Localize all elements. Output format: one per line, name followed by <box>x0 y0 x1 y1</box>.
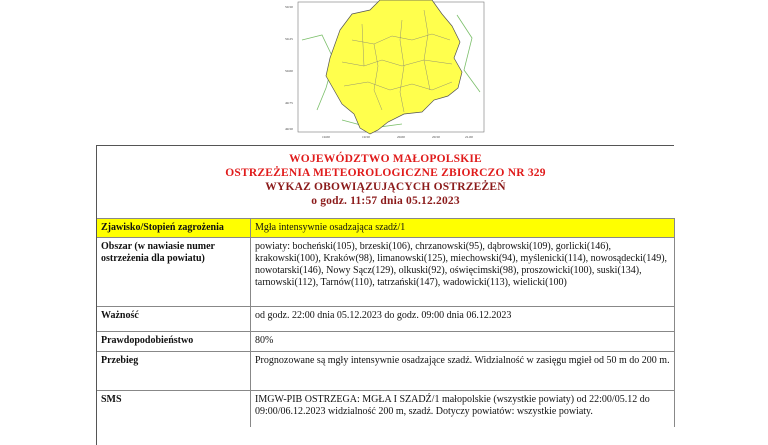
row-validity <box>97 307 675 332</box>
axis-left-label: 50.00 <box>285 69 293 73</box>
phenomenon-value: Mgła intensywnie osadzająca szadź/1 <box>251 219 675 238</box>
course-value: Prognozowane są mgły intensywnie osadzające szadź. Widzialność w zasięgu mgieł od 50 m do 200 m. <box>251 352 675 391</box>
malopolska-map-svg <box>282 0 487 140</box>
row-course <box>97 352 675 391</box>
validity-value: od godz. 22:00 dnia 05.12.2023 do godz. 09:00 dnia 06.12.2023 <box>251 307 675 332</box>
axis-left-label: 49.50 <box>285 127 293 131</box>
axis-left-label: 50.50 <box>285 5 293 9</box>
probability-label: Prawdopodobieństwo <box>97 332 251 352</box>
axis-bottom-label: 19.50 <box>362 135 370 139</box>
axis-bottom-label: 20.00 <box>397 135 405 139</box>
row-area <box>97 238 675 307</box>
area-label: Obszar (w nawiasie numer ostrzeżenia dla powiatu) <box>97 238 251 307</box>
axis-left-label: 50.25 <box>285 37 293 41</box>
header-region: WOJEWÓDZTWO MAŁOPOLSKIE <box>289 153 482 165</box>
course-label: Przebieg <box>97 352 251 391</box>
phenomenon-label: Zjawisko/Stopień zagrożenia <box>97 219 251 238</box>
axis-bottom-label: 21.00 <box>465 135 473 139</box>
axis-bottom-label: 19.00 <box>322 135 330 139</box>
probability-value: 80% <box>251 332 675 352</box>
validity-label: Ważność <box>97 307 251 332</box>
warning-header <box>97 146 674 218</box>
warning-table <box>97 218 675 427</box>
region-map <box>282 0 487 140</box>
warning-card <box>96 145 674 445</box>
sms-label: SMS <box>97 391 251 428</box>
header-warning-number: OSTRZEŻENIA METEOROLOGICZNE ZBIORCZO NR 329 <box>225 167 546 179</box>
sms-value: IMGW-PIB OSTRZEGA: MGŁA I SZADŹ/1 małopolskie (wszystkie powiaty) od 22:00/05.12 do 09:00/06.12.2023 widzialność 200 m, szadź. Dotyczy powiatów: wszystkie powiaty. <box>251 391 675 428</box>
row-phenomenon <box>97 219 675 238</box>
axis-bottom-label: 20.50 <box>432 135 440 139</box>
header-timestamp: o godz. 11:57 dnia 05.12.2023 <box>311 195 460 207</box>
header-list-title: WYKAZ OBOWIĄZUJĄCYCH OSTRZEŻEŃ <box>265 181 506 193</box>
area-value: powiaty: bocheński(105), brzeski(106), chrzanowski(95), dąbrowski(109), gorlicki(146), krakowski(100), Kraków(98), limanowski(125), miechowski(94), myślenicki(114), nowosądecki(149), nowotarski(146), Nowy Sącz(129), olkuski(92), oświęcimski(98), proszowicki(100), suski(134), tarnowski(112), Tarnów(110), tatrzański(147), wadowicki(113), wielicki(100) <box>251 238 675 307</box>
axis-left-label: 49.75 <box>285 101 293 105</box>
row-sms <box>97 391 675 428</box>
row-probability <box>97 332 675 352</box>
